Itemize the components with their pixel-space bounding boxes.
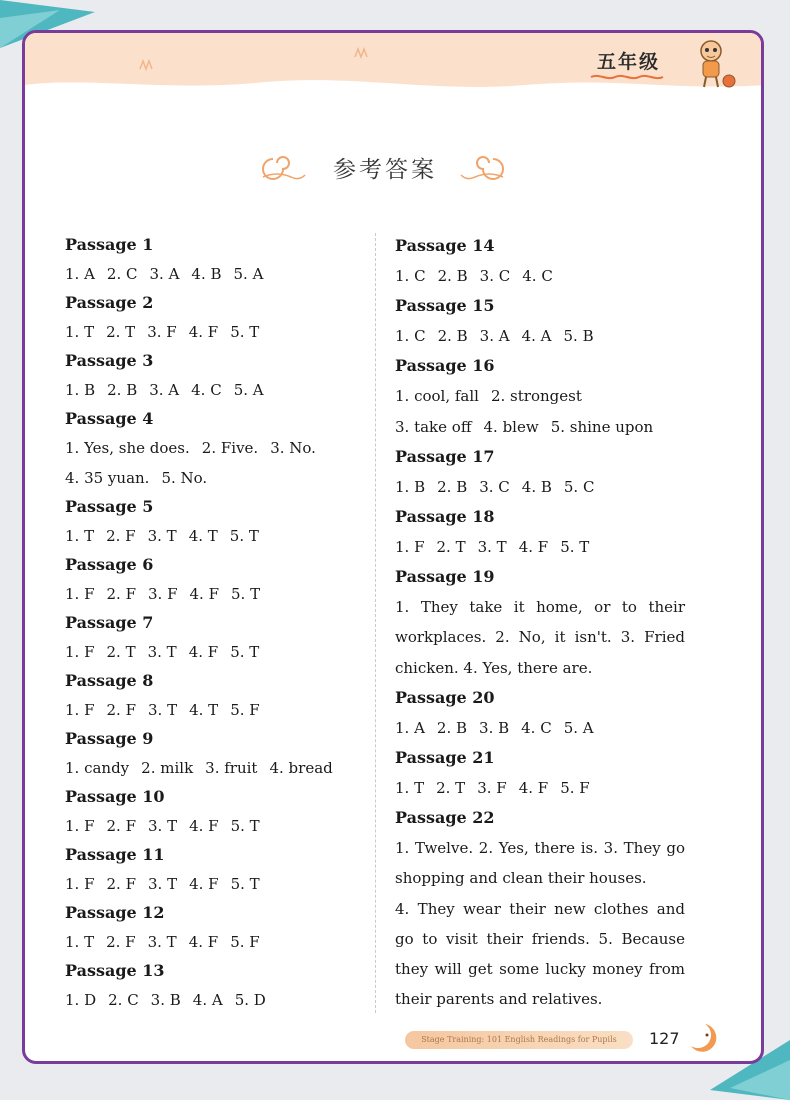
answer-line: 1. F 2. T 3. T 4. F 5. T bbox=[395, 537, 590, 556]
answer-line: 1. F 2. F 3. T 4. T 5. F bbox=[65, 701, 260, 719]
answer-paragraph: 1. Twelve. 2. Yes, there is. 3. They go shopping and clean their houses. bbox=[395, 839, 685, 888]
answer-line: 1. A 2. B 3. B 4. C 5. A bbox=[395, 718, 594, 737]
answer-line: 1. F 2. F 3. T 4. F 5. T bbox=[65, 817, 260, 835]
answer-line: 1. T 2. T 3. F 4. F 5. T bbox=[65, 323, 260, 341]
answer-line: 1. B 2. B 3. A 4. C 5. A bbox=[65, 381, 264, 399]
grade-label: 五年级 bbox=[597, 51, 661, 73]
moon-icon bbox=[685, 1021, 719, 1055]
passage-heading: Passage 10 bbox=[65, 787, 165, 806]
swirl-right-icon bbox=[455, 143, 511, 183]
answer-line: 1. B 2. B 3. C 4. B 5. C bbox=[395, 477, 595, 496]
title-block bbox=[255, 143, 515, 193]
column-divider bbox=[375, 233, 376, 1013]
passage-heading: Passage 13 bbox=[65, 961, 165, 980]
answer-line: 4. 35 yuan. 5. No. bbox=[65, 469, 208, 487]
answer-line: 1. F 2. F 3. F 4. F 5. T bbox=[65, 585, 261, 603]
answer-line: 1. F 2. F 3. T 4. F 5. T bbox=[65, 875, 260, 893]
passage-heading: Passage 6 bbox=[65, 555, 154, 574]
swirl-left-icon bbox=[255, 143, 311, 183]
passage-heading: Passage 17 bbox=[395, 446, 495, 466]
passage-heading: Passage 15 bbox=[395, 296, 495, 316]
answer-page bbox=[22, 30, 764, 1064]
passage-heading: Passage 14 bbox=[395, 236, 495, 255]
answer-line: 1. T 2. F 3. T 4. F 5. F bbox=[65, 933, 260, 951]
passage-heading: Passage 3 bbox=[65, 351, 154, 370]
passage-heading: Passage 11 bbox=[65, 845, 165, 864]
passage-heading: Passage 5 bbox=[65, 497, 154, 516]
passage-heading: Passage 1 bbox=[65, 235, 154, 254]
series-banner: Stage Training: 101 English Readings for Pupils bbox=[405, 1031, 633, 1049]
passage-heading: Passage 20 bbox=[395, 687, 495, 707]
right-answer-column bbox=[395, 231, 695, 1014]
answer-line: 1. candy 2. milk 3. fruit 4. bread bbox=[65, 759, 333, 777]
answer-line: 3. take off 4. blew 5. shine upon bbox=[395, 417, 654, 436]
answer-line: 1. cool, fall 2. strongest bbox=[395, 387, 582, 406]
passage-heading: Passage 12 bbox=[65, 903, 165, 922]
answer-line: 1. D 2. C 3. B 4. A 5. D bbox=[65, 991, 266, 1009]
monkey-mascot-icon bbox=[689, 37, 739, 91]
answer-line: 1. T 2. T 3. F 4. F 5. F bbox=[395, 778, 590, 797]
passage-heading: Passage 7 bbox=[65, 613, 154, 632]
answer-paragraph: 1. They take it home, or to their workplaces. 2. No, it isn't. 3. Fried chicken. 4. Yes, there are. bbox=[395, 598, 685, 677]
passage-heading: Passage 19 bbox=[395, 567, 495, 587]
page-number: 127 bbox=[649, 1029, 680, 1048]
answer-line: 1. F 2. T 3. T 4. F 5. T bbox=[65, 643, 260, 661]
passage-heading: Passage 4 bbox=[65, 409, 154, 428]
left-answer-column bbox=[65, 231, 365, 1015]
answer-line: 1. C 2. B 3. A 4. A 5. B bbox=[395, 327, 594, 346]
passage-heading: Passage 18 bbox=[395, 506, 495, 526]
answer-paragraph: 4. They wear their new clothes and go to visit their friends. 5. Because they will get some lucky money from their parents and relatives. bbox=[395, 899, 685, 1009]
answer-line: 1. A 2. C 3. A 4. B 5. A bbox=[65, 265, 264, 283]
answer-line: 1. Yes, she does. 2. Five. 3. No. bbox=[65, 439, 316, 457]
answer-line: 1. C 2. B 3. C 4. C bbox=[395, 267, 553, 285]
passage-heading: Passage 8 bbox=[65, 671, 154, 690]
passage-heading: Passage 21 bbox=[395, 747, 495, 767]
passage-heading: Passage 16 bbox=[395, 356, 495, 376]
passage-heading: Passage 2 bbox=[65, 293, 154, 312]
passage-heading: Passage 22 bbox=[395, 808, 495, 828]
answer-line: 1. T 2. F 3. T 4. T 5. T bbox=[65, 527, 259, 545]
page-title: 参考答案 bbox=[333, 157, 437, 183]
passage-heading: Passage 9 bbox=[65, 729, 154, 748]
